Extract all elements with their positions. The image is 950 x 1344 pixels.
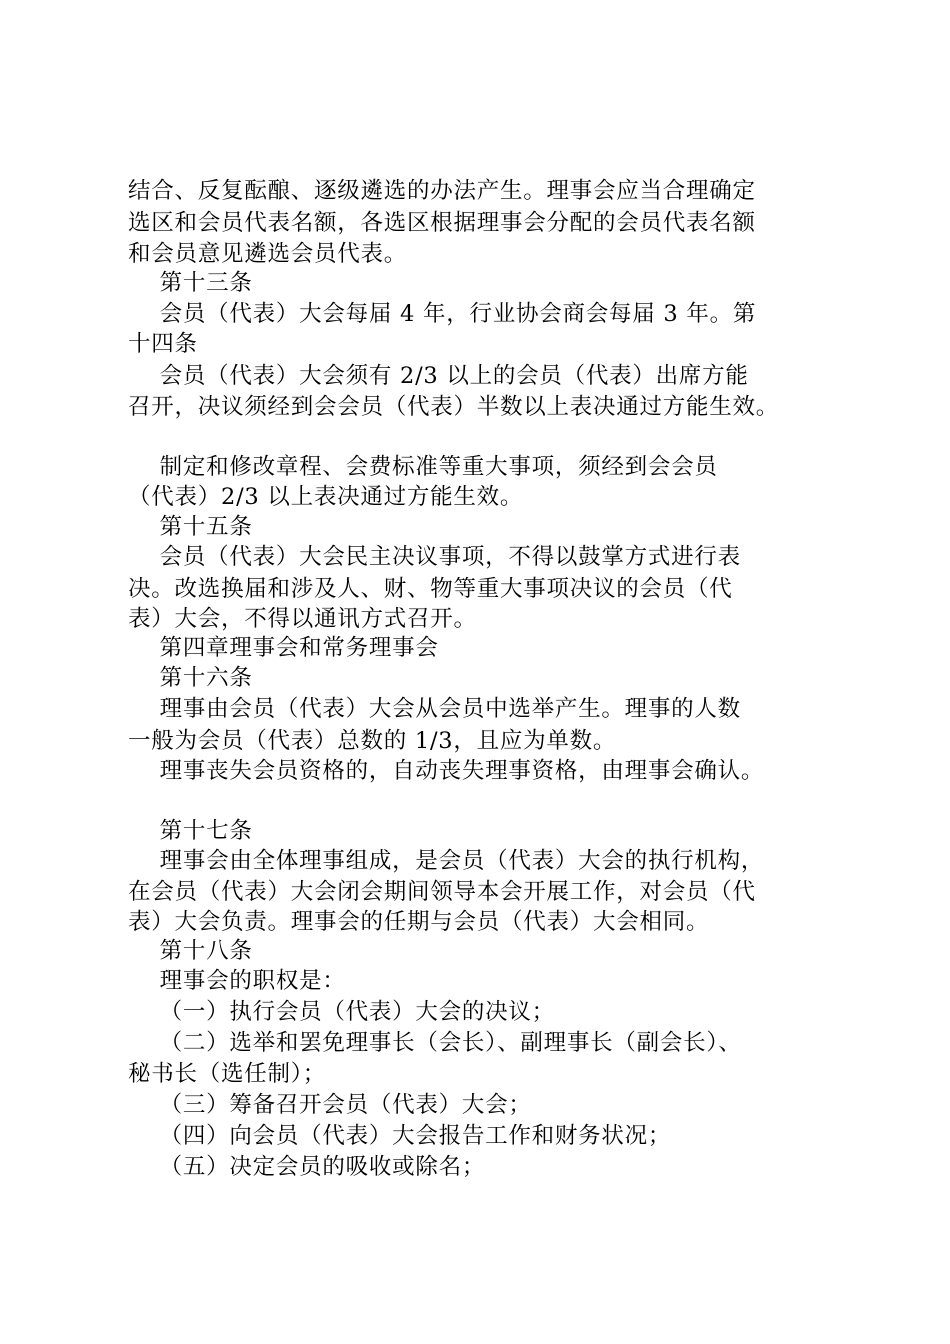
article-heading: 第十七条 xyxy=(128,818,253,844)
text-line: 表）大会负责。理事会的任期与会员（代表）大会相同。 xyxy=(128,909,710,935)
list-item: （四）向会员（代表）大会报告工作和财务状况； xyxy=(128,1123,672,1149)
article-heading: 十四条 xyxy=(128,331,198,357)
text-line: 会员（代表）大会须有 2/3 以上的会员（代表）出席方能 xyxy=(128,363,749,389)
article-heading: 第十八条 xyxy=(128,938,253,964)
article-heading: 第十六条 xyxy=(128,665,253,691)
text-line: （代表）2/3 以上表决通过方能生效。 xyxy=(128,484,524,510)
list-item: （二）选举和罢免理事长（会长）、副理事长（副会长）、 xyxy=(128,1030,742,1056)
list-item: （五）决定会员的吸收或除名； xyxy=(128,1154,486,1180)
text-line: 理事会由全体理事组成，是会员（代表）大会的执行机构， xyxy=(128,848,765,874)
list-item: （三）筹备召开会员（代表）大会； xyxy=(128,1092,532,1118)
text-line: 结合、反复酝酿、逐级遴选的办法产生。理事会应当合理确定 xyxy=(128,178,756,204)
text-line: 选区和会员代表名额，各选区根据理事会分配的会员代表名额 xyxy=(128,210,756,236)
article-heading: 第十三条 xyxy=(128,270,253,296)
text-line: 会员（代表）大会每届 4 年，行业协会商会每届 3 年。第 xyxy=(128,301,757,327)
text-line: 理事会的职权是： xyxy=(128,968,346,994)
text-line: 会员（代表）大会民主决议事项，不得以鼓掌方式进行表 xyxy=(128,544,741,570)
text-line: 在会员（代表）大会闭会期间领导本会开展工作，对会员（代 xyxy=(128,879,756,905)
text-line: 秘书长（选任制）； xyxy=(128,1061,327,1087)
list-item: （一）执行会员（代表）大会的决议； xyxy=(128,999,555,1025)
article-heading: 第十五条 xyxy=(128,514,253,540)
text-line: 理事丧失会员资格的，自动丧失理事资格，由理事会确认。 xyxy=(128,758,765,784)
text-line: 一般为会员（代表）总数的 1/3，且应为单数。 xyxy=(128,728,617,754)
text-line: 和会员意见遴选会员代表。 xyxy=(128,241,408,267)
chapter-heading: 第四章理事会和常务理事会 xyxy=(128,635,439,661)
text-line: 表）大会，不得以通讯方式召开。 xyxy=(128,606,477,632)
text-line: 决。改选换届和涉及人、财、物等重大事项决议的会员（代 xyxy=(128,576,733,602)
text-line: 理事由会员（代表）大会从会员中选举产生。理事的人数 xyxy=(128,696,741,722)
text-line: 召开，决议须经到会会员（代表）半数以上表决通过方能生效。 xyxy=(128,394,780,420)
text-line: 制定和修改章程、会费标准等重大事项，须经到会会员 xyxy=(128,454,718,480)
